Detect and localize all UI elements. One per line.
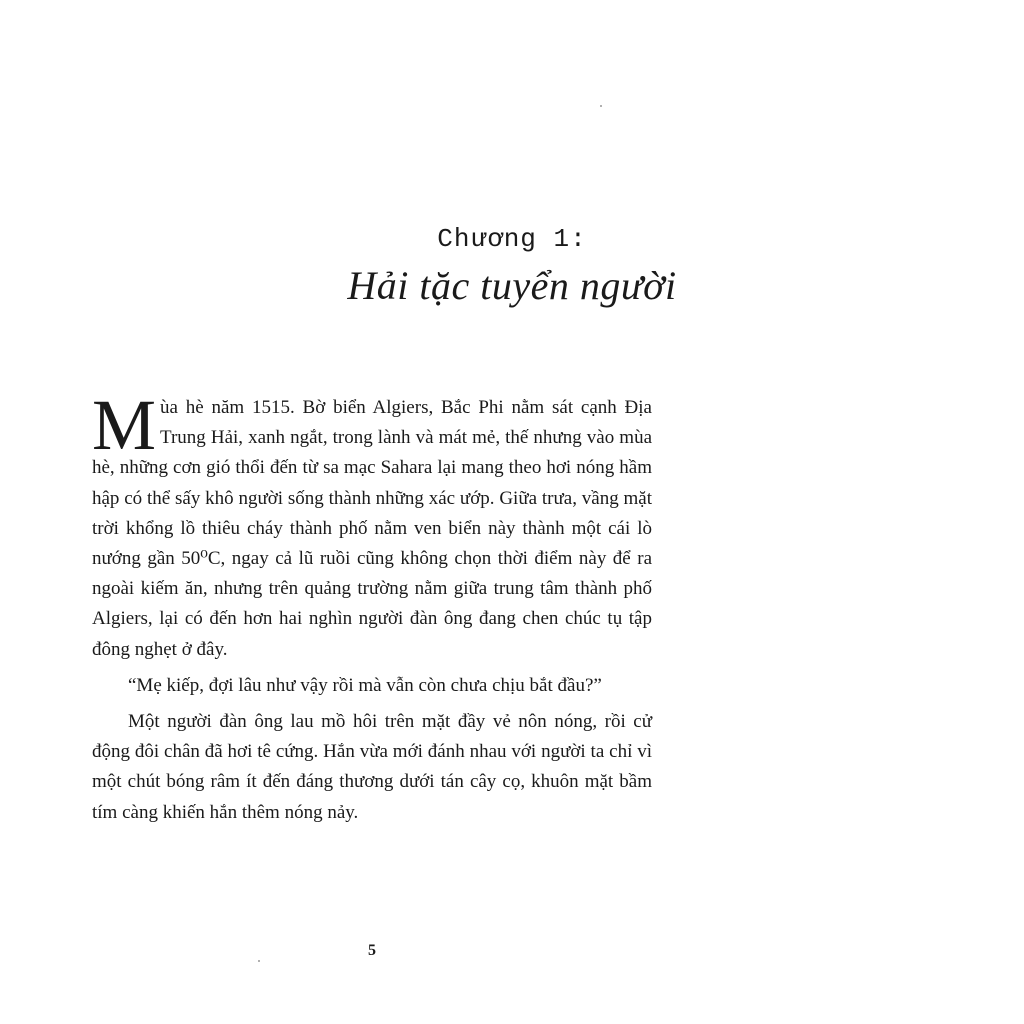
chapter-title: Hải tặc tuyển người — [347, 263, 677, 308]
page-number: 5 — [368, 942, 376, 959]
drop-cap: M — [92, 385, 157, 465]
paragraph-2: “Mẹ kiếp, đợi lâu như vậy rồi mà vẫn còn chưa chịu bắt đầu?” — [128, 674, 602, 696]
chapter-body — [92, 385, 652, 828]
paragraph-3: Một người đàn ông lau mồ hôi trên mặt đầy vẻ nôn nóng, rồi cử động đôi chân đã hơi tê cứng. Hắn vừa mới đánh nhau với người ta chỉ vì một chút bóng râm ít đến đáng thương dưới tán cây cọ, khuôn mặt bầm tím càng khiến hắn thêm nóng nảy. — [92, 711, 652, 823]
paragraph-1-text: ùa hè năm 1515. Bờ biển Algiers, Bắc Phi nằm sát cạnh Địa Trung Hải, xanh ngắt, trong lành và mát mẻ, thế nhưng vào mùa hè, những cơn gió thổi đến từ sa mạc Sahara lại mang theo hơi nóng hầm hập có thể sấy khô người sống thành những xác ướp. Giữa trưa, vầng mặt trời khổng lồ thiêu cháy thành phố nằm ven biển này thành một cái lò nướng gần 50⁰C, ngay cả lũ ruồi cũng không chọn thời điểm này để ra ngoài kiếm ăn, nhưng trên quảng trường nằm giữa trung tâm thành phố Algiers, lại có đến hơn hai nghìn người đàn ông đang chen chúc tụ tập đông nghẹt ở đây. — [92, 397, 652, 660]
paragraph-1 — [92, 385, 652, 665]
chapter-label: Chương 1: — [437, 224, 587, 254]
paper-speck — [600, 105, 602, 107]
paper-speck — [258, 960, 260, 962]
